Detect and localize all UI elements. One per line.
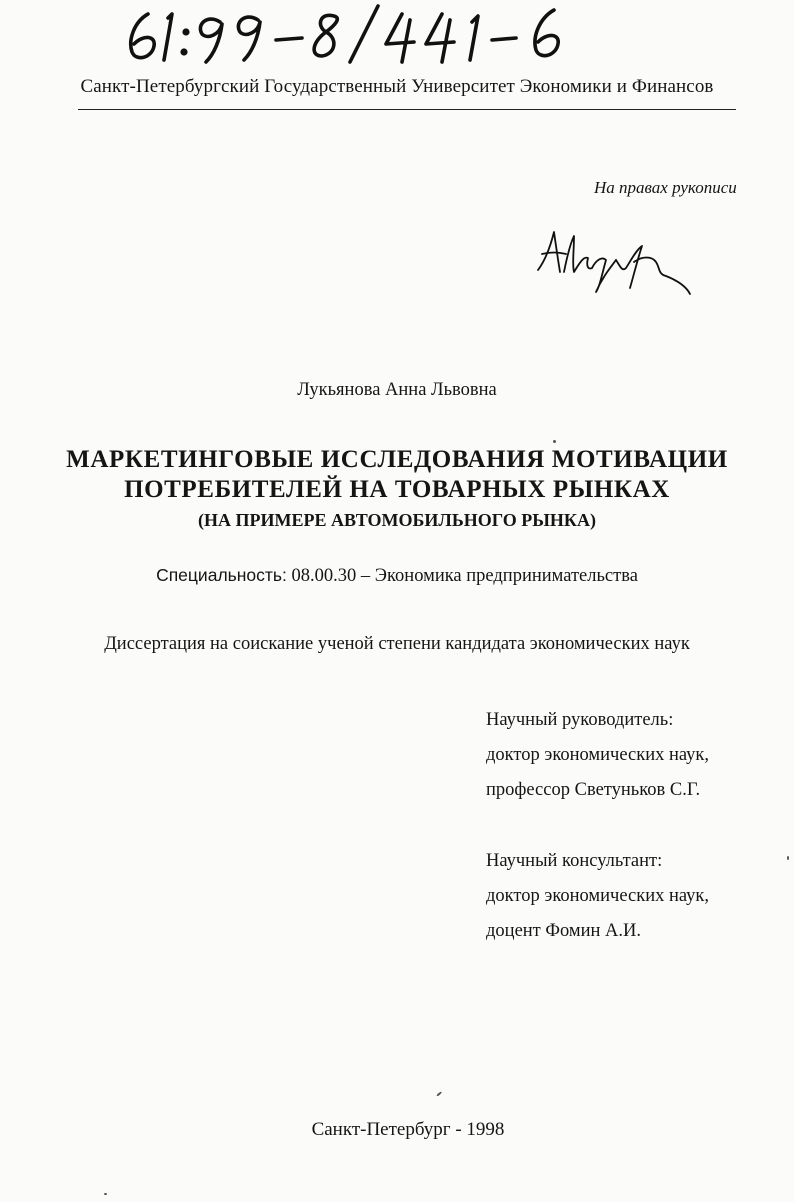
scan-speck — [553, 440, 556, 443]
supervisor-degree: доктор экономических наук, — [486, 745, 710, 765]
consultant-degree: доктор экономических наук, — [486, 886, 710, 906]
consultant-block — [486, 844, 709, 949]
supervisor-block — [486, 703, 709, 808]
specialty-value: 08.00.30 – Экономика предпринимательства — [291, 566, 638, 586]
library-stamp — [120, 0, 580, 70]
scan-speck — [436, 1091, 442, 1096]
dissertation-title-line-2: ПОТРЕБИТЕЛЕЙ НА ТОВАРНЫХ РЫНКАХ — [124, 476, 670, 503]
consultant-name: доцент Фомин А.И. — [486, 921, 642, 941]
manuscript-note: На правах рукописи — [594, 178, 737, 197]
author-signature — [530, 222, 700, 308]
header-divider — [78, 109, 736, 110]
scan-speck — [787, 856, 789, 860]
dissertation-subtitle: (НА ПРИМЕРЕ АВТОМОБИЛЬНОГО РЫНКА) — [198, 510, 596, 530]
author-name: Лукьянова Анна Львовна — [297, 380, 497, 400]
signature-drawing — [530, 222, 700, 308]
consultant-role: Научный консультант: — [486, 851, 663, 871]
dissertation-title-line-1: МАРКЕТИНГОВЫЕ ИССЛЕДОВАНИЯ МОТИВАЦИИ — [66, 446, 728, 473]
specialty-label: Специальность: — [156, 565, 287, 585]
dissertation-degree: Диссертация на соискание ученой степени кандидата экономических наук — [104, 634, 690, 654]
supervisor-role: Научный руководитель: — [486, 710, 674, 730]
specialty-line — [0, 565, 794, 587]
handwritten-code-stamp — [120, 0, 580, 70]
university-name: Санкт-Петербургский Государственный Университет Экономики и Финансов — [80, 76, 714, 97]
scan-speck — [104, 1193, 107, 1195]
city-year: Санкт-Петербург - 1998 — [311, 1119, 505, 1140]
supervisor-name: профессор Светуньков С.Г. — [486, 780, 701, 800]
